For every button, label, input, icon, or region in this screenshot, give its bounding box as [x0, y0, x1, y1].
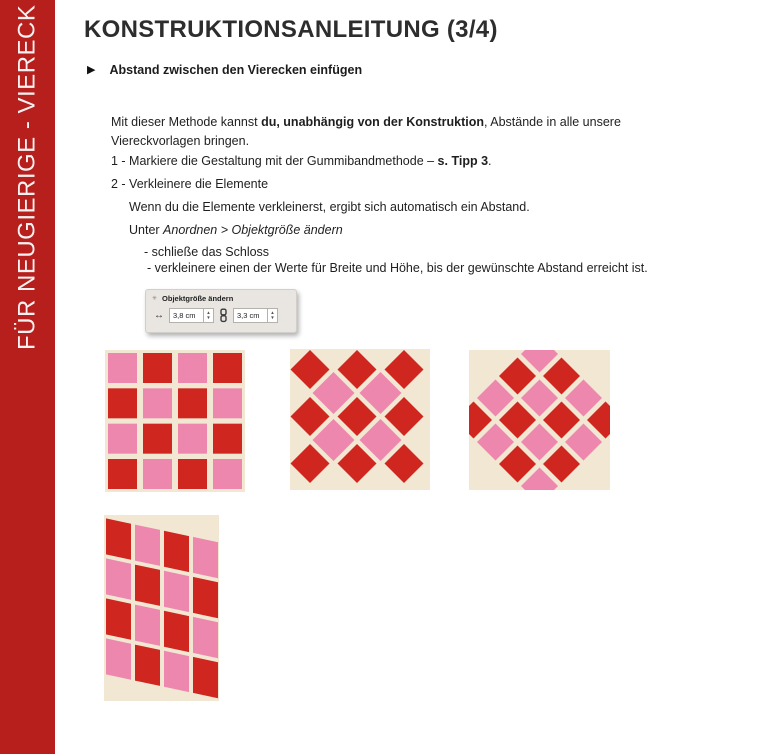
- sub-step-2: - verkleinere einen der Werte für Breite und Höhe, bis der gewünschte Abstand erreicht ist.: [147, 261, 648, 275]
- object-size-panel-body: [146, 308, 296, 323]
- pattern-sheared-checkerboard: [104, 515, 219, 701]
- step-1: [111, 152, 648, 171]
- stepper-up-icon[interactable]: ▲: [270, 310, 275, 315]
- height-spinfield[interactable]: [233, 308, 278, 323]
- steps-block: [111, 152, 648, 276]
- menu-path-prefix: Unter: [129, 223, 164, 237]
- pattern-diamond-lattice: [290, 349, 430, 490]
- sidebar-vertical-label: FÜR NEUGIERIGE - VIERECK: [13, 4, 41, 350]
- width-value[interactable]: 3,8 cm: [173, 311, 196, 320]
- object-size-panel-title: Objektgröße ändern: [162, 294, 234, 303]
- width-spinfield[interactable]: [169, 308, 214, 323]
- intro-text-bold: du, unabhängig von der Konstruktion: [261, 114, 484, 129]
- stepper-down-icon[interactable]: ▼: [206, 314, 211, 320]
- step-1-bold: s. Tipp 3: [437, 154, 489, 168]
- pattern-square-checkerboard: [105, 350, 245, 492]
- intro-text-normal-2: , Abstände in alle unsere Viereckvorlagen bringen.: [111, 114, 621, 148]
- sidebar: [0, 0, 55, 754]
- bullet-triangle-icon: ▶: [87, 63, 96, 76]
- object-size-panel: [145, 289, 297, 333]
- stepper-up-icon[interactable]: ▲: [206, 310, 211, 315]
- height-stepper[interactable]: [267, 309, 277, 322]
- width-arrows-icon: ↔: [154, 309, 164, 321]
- menu-path-line: [129, 221, 648, 240]
- intro-text-normal-1: Mit dieser Methode kannst: [111, 114, 262, 129]
- page-title: KONSTRUKTIONSANLEITUNG (3/4): [84, 16, 498, 43]
- step-1-suffix: .: [488, 154, 492, 168]
- disclosure-icon: ✳: [152, 295, 158, 302]
- section-heading-row: [87, 63, 362, 77]
- object-size-panel-header: [146, 290, 296, 305]
- menu-path-italic: Anordnen > Objektgröße ändern: [163, 223, 343, 237]
- pattern-rotated-checkerboard: [469, 350, 610, 490]
- step-1-text: 1 - Markiere die Gestaltung mit der Gummibandmethode –: [111, 154, 438, 168]
- height-value[interactable]: 3,3 cm: [237, 311, 260, 320]
- stepper-down-icon[interactable]: ▼: [270, 314, 275, 320]
- sub-steps: [144, 244, 648, 276]
- section-heading: Abstand zwischen den Vierecken einfügen: [109, 63, 363, 77]
- step-2: 2 - Verkleinere die Elemente: [111, 177, 269, 191]
- chain-link-icon[interactable]: [219, 308, 228, 323]
- sub-step-1: - schließe das Schloss: [144, 245, 270, 259]
- step-2-note: Wenn du die Elemente verkleinerst, ergibt sich automatisch ein Abstand.: [129, 200, 530, 214]
- intro-paragraph: [111, 113, 623, 151]
- width-stepper[interactable]: [203, 309, 213, 322]
